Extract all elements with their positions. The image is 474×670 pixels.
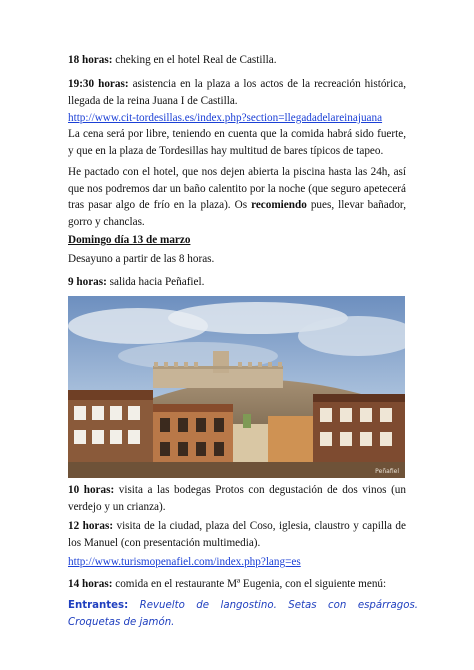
penafiel-link-block (68, 554, 406, 571)
item-text: Desayuno a partir de las 8 horas. (68, 253, 215, 265)
item-text: visita a las bodegas Protos con degustación de dos vinos (un verdejo y un crianza). (68, 484, 406, 513)
time-label: 12 horas: (68, 520, 114, 532)
penafiel-link[interactable]: http://www.turismopenafiel.com/index.php?lang=es (68, 556, 301, 568)
menu-label: Entrantes: (68, 600, 129, 611)
day-heading (68, 232, 406, 249)
tordesillas-link[interactable]: http://www.cit-tordesillas.es/index.php?section=llegadadelareinajuana (68, 112, 383, 124)
time-label: 18 horas: (68, 54, 113, 66)
time-label: 10 horas: (68, 484, 115, 496)
photo-caption: Pеñafiel (375, 468, 399, 475)
schedule-item-18h (68, 52, 406, 69)
item-text: comida en el restaurante Mª Eugenia, con el siguiente menú: (112, 578, 387, 590)
breakfast-note (68, 251, 406, 268)
item-text: pues, llevar bañador, gorro y chanclas. (68, 199, 406, 228)
item-text: He pactado con el hotel, que nos dejen abierta la piscina hasta las 24h, así que nos podremos dar un baño calentito por la noche (que seguro apetecerá tras pasar algo de frío en la plaza). Os (68, 166, 406, 212)
day-heading-text: Domingo día 13 de marzo (68, 234, 191, 246)
item-text: cheking en el hotel Real de Castilla. (112, 54, 277, 66)
dinner-note (68, 126, 406, 159)
menu-text: Revuelto de langostino. Setas con espárragos. Croquetas de jamón. (68, 600, 418, 628)
time-label: 14 horas: (68, 578, 113, 590)
item-text: salida hacia Peñafiel. (106, 276, 205, 288)
time-label: 19:30 horas: (68, 78, 129, 90)
schedule-item-14h (68, 576, 406, 593)
schedule-item-12h (68, 518, 406, 551)
schedule-item-1930h (68, 76, 406, 109)
penafiel-photo (68, 296, 405, 478)
item-text: asistencia en la plaza a los actos de la recreación histórica, llegada de la reina Juana I de Castilla. (68, 78, 406, 107)
tordesillas-link-block (68, 110, 406, 127)
recommend-bold: recomiendo (251, 199, 307, 212)
item-text: visita de la ciudad, plaza del Coso, iglesia, claustro y capilla de los Manuel (con presentación multimedia). (68, 520, 406, 549)
schedule-item-9h (68, 274, 406, 291)
item-text: La cena será por libre, teniendo en cuenta que la comida habrá sido fuerte, y que en la plaza de Tordesillas hay multitud de bares típicos de tapeo. (68, 128, 406, 157)
pool-note (68, 164, 406, 230)
time-label: 9 horas: (68, 276, 107, 288)
menu-starters (68, 598, 418, 631)
schedule-item-10h (68, 482, 406, 515)
